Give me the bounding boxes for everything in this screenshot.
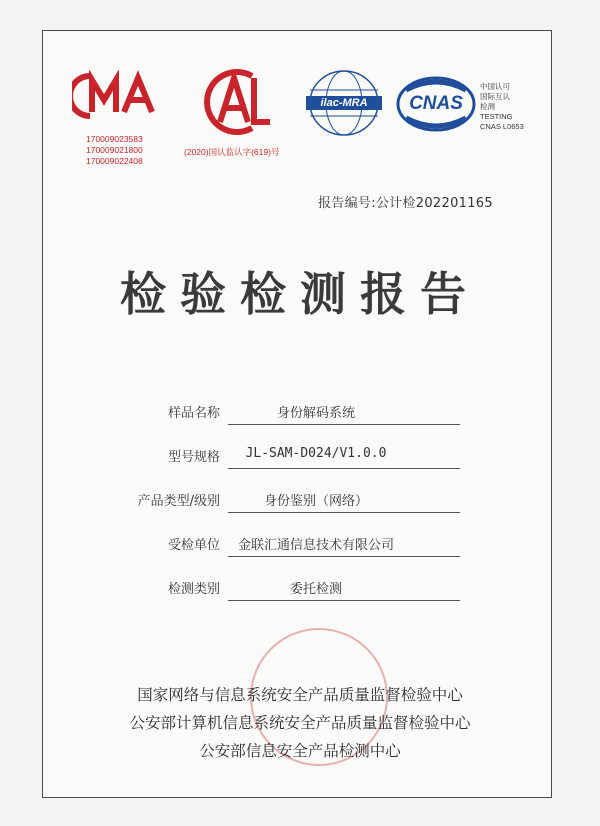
field-value: JL-SAM-D024/V1.0.0	[245, 446, 387, 461]
cnas-side-text	[480, 82, 524, 132]
page-title: 检验检测报告	[120, 267, 480, 321]
field-underline	[228, 468, 460, 469]
field-value: 身份鉴别（网络）	[263, 494, 368, 509]
field-underline	[228, 556, 460, 557]
cnas-side-line: 检测	[480, 102, 495, 111]
field-underline	[228, 600, 460, 601]
field-row-product-type	[60, 488, 490, 512]
field-row-sample-name	[60, 400, 490, 424]
field-label: 检测类别	[167, 582, 220, 597]
cal-caption: (2020)国认监认字(619)号	[184, 147, 280, 157]
field-value: 委托检测	[289, 582, 342, 597]
cnas-side-line: TESTING	[480, 112, 513, 121]
issuer-line: 国家网络与信息系统安全产品质量监督检验中心	[137, 686, 463, 704]
cma-mark-icon	[72, 70, 162, 122]
field-value: 身份解码系统	[276, 406, 355, 421]
cal-logo	[196, 64, 276, 140]
cnas-mark-text: CNAS	[409, 93, 463, 114]
cal-mark-icon	[196, 64, 276, 140]
cma-code: 170009023583	[86, 134, 143, 144]
report-number: 报告编号:公计检202201165	[318, 196, 493, 211]
field-label: 型号规格	[167, 450, 220, 465]
cma-codes	[86, 134, 143, 167]
ilac-mark-text: ilac-MRA	[320, 97, 368, 109]
field-value: 金联汇通信息技术有限公司	[237, 538, 394, 553]
field-label: 产品类型/级别	[137, 494, 220, 509]
cma-code: 170009022408	[86, 156, 143, 166]
cnas-logo	[396, 76, 476, 132]
cnas-side-line: 国际互认	[480, 92, 510, 101]
ilac-mra-logo	[304, 68, 384, 138]
issuer-line: 公安部计算机信息系统安全产品质量监督检验中心	[129, 714, 471, 732]
field-underline	[228, 512, 460, 513]
cnas-side-line: CNAS L0653	[480, 122, 524, 131]
field-underline	[228, 424, 460, 425]
field-row-model	[60, 444, 490, 468]
cma-logo	[72, 70, 162, 122]
cnas-side-line: 中国认可	[480, 82, 510, 91]
cma-code: 170009021800	[86, 145, 143, 155]
field-row-inspected-unit	[60, 532, 490, 556]
field-label: 受检单位	[167, 538, 220, 553]
issuer-line: 公安部信息安全产品检测中心	[199, 742, 401, 760]
field-row-test-category	[60, 576, 490, 600]
field-label: 样品名称	[167, 406, 220, 421]
